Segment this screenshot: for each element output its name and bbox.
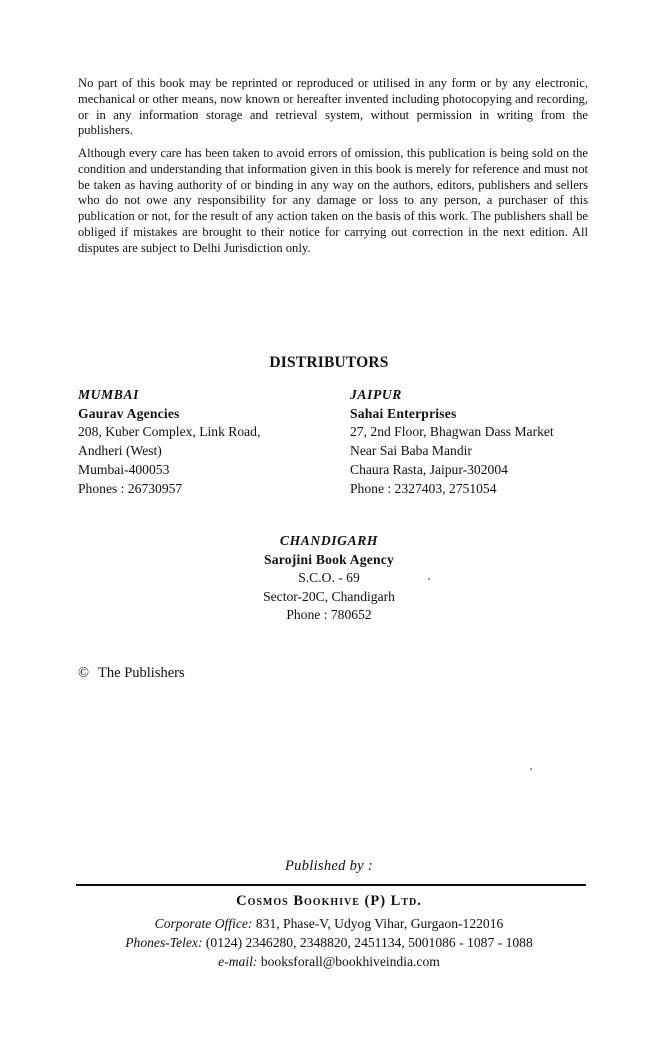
distributor-city: JAIPUR: [350, 387, 402, 402]
speck: [530, 768, 532, 770]
distributor-company: Gaurav Agencies: [78, 405, 180, 421]
address-line: Near Sai Baba Mandir: [350, 443, 472, 459]
publisher-office: [0, 916, 658, 932]
address-line: 27, 2nd Floor, Bhagwan Dass Market: [350, 424, 554, 440]
office-label: Corporate Office:: [154, 916, 253, 931]
distributor-mumbai: [78, 386, 260, 498]
distributor-company: Sahai Enterprises: [350, 405, 457, 421]
distributor-phone: Phone : 780652: [286, 607, 372, 622]
copyright-holder: The Publishers: [98, 665, 185, 681]
address-line: Mumbai-400053: [78, 461, 170, 477]
disclaimer-paragraph: Although every care has been taken to avoid errors of omission, this publication is being sold on the condition and understanding that information given in this book is merely for reference and must not be taken as having authority of or binding in any way on the authors, editors, publishers and sellers who do not owe any responsibility for any damage or loss to any person, a purchaser of this publication or not, for the result of any action taken on the basis of this work. The publishers shall be obliged if mistakes are brought to their notice for carrying out correction in the next edition. All disputes are subject to Delhi Jurisdiction only.: [78, 146, 588, 255]
address-line: Chaura Rasta, Jaipur-302004: [350, 461, 508, 477]
distributor-chandigarh: [0, 532, 658, 625]
speck: [428, 578, 430, 580]
address-line: 208, Kuber Complex, Link Road,: [78, 424, 261, 440]
published-by-label: Published by :: [285, 858, 373, 874]
distributors-heading: DISTRIBUTORS: [269, 354, 389, 371]
distributor-city: MUMBAI: [78, 387, 140, 402]
distributor-phone: Phones : 26730957: [78, 480, 183, 496]
publisher-email: [0, 954, 658, 970]
copyright-icon: ©: [78, 665, 90, 681]
office-address: 831, Phase-V, Udyog Vihar, Gurgaon-122016: [255, 916, 504, 931]
address-line: S.C.O. - 69: [298, 570, 360, 585]
copyright-line: [78, 665, 185, 682]
distributor-phone: Phone : 2327403, 2751054: [350, 480, 497, 496]
publisher-phones: [0, 935, 658, 951]
divider-rule: [76, 884, 586, 886]
distributor-jaipur: [350, 386, 554, 498]
copyright-notice-paragraph: No part of this book may be reprinted or reproduced or utilised in any form or by any electronic, mechanical or other means, now known or hereafter invented including photocopying and recording, or in any information storage and retrieval system, without permission in writing from the publishers.: [78, 76, 588, 138]
email-address: booksforall@bookhiveindia.com: [260, 954, 440, 969]
publisher-name: Cosmos Bookhive (P) Ltd.: [236, 893, 422, 909]
phones-numbers: (0124) 2346280, 2348820, 2451134, 5001086 - 1087 - 1088: [205, 935, 533, 950]
address-line: Sector-20C, Chandigarh: [263, 588, 395, 604]
distributor-company: Sarojini Book Agency: [264, 551, 394, 567]
phones-label: Phones-Telex:: [125, 935, 203, 950]
address-line: Andheri (West): [78, 443, 162, 459]
distributor-city: CHANDIGARH: [279, 533, 379, 548]
email-label: e-mail:: [218, 954, 258, 969]
